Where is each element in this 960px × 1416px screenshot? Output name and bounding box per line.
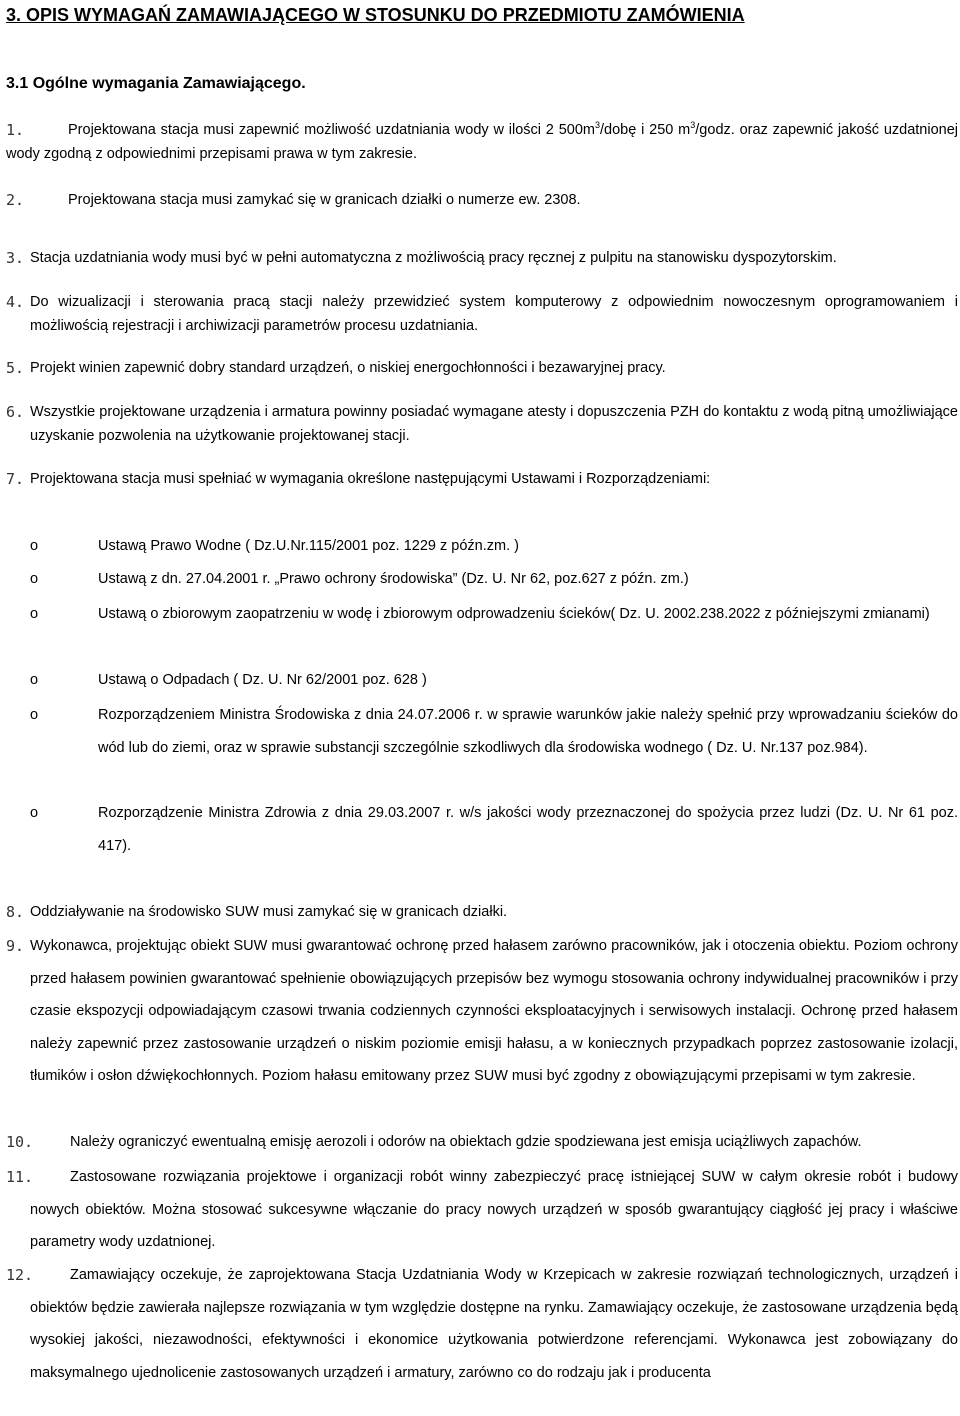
item-text: Projektowana stacja musi zamykać się w granicach działki o numerze ew. 2308. <box>68 192 581 208</box>
bullet-marker: o <box>30 707 39 723</box>
list-item <box>6 1161 958 1259</box>
item-text: Projektowana stacja musi zapewnić możliwość uzdatniania wody w ilości 2 $500m^3$/dobę i 250 $m^3$/godz. oraz zapewnić jakość uzdatnionej wody zgodną z odpowiednimi przepisami prawa w tym zakresie. <box>6 120 959 162</box>
bullet-marker: o <box>30 538 39 554</box>
item-number: 9. <box>6 937 25 955</box>
item-number: 2. <box>6 191 25 209</box>
list-item <box>6 930 958 1093</box>
list-item <box>6 900 958 924</box>
section-subtitle: 3.1 Ogólne wymagania Zamawiającego. <box>6 75 306 92</box>
item-number: 4. <box>6 293 25 311</box>
bullet-marker: o <box>30 805 39 821</box>
item-number: 6. <box>6 403 25 421</box>
legal-act-text: Ustawą o zbiorowym zaopatrzeniu w wodę i zbiorowym odprowadzeniu ścieków( Dz. U. 2002.238.2022 z późniejszymi zmianami) <box>98 606 930 622</box>
item-text: Zastosowane rozwiązania projektowe i organizacji robót winny zabezpieczyć pracę istniejącej SUW w całym okresie robót i budowy nowych obiektów. Można stosować sukcesywne włączanie do pracy nowych urządzeń w sposób gwarantujący ciągłość jej pracy i właściwe parametry wody uzdatnionej. <box>30 1169 958 1250</box>
bullet-marker: o <box>30 571 39 587</box>
document-title: 3. OPIS WYMAGAŃ ZAMAWIAJĄCEGO W STOSUNKU DO PRZEDMIOTU ZAMÓWIENIA <box>6 5 745 25</box>
item-text: Należy ograniczyć ewentualną emisję aerozoli i odorów na obiektach gdzie spodziewana jest emisja uciążliwych zapachów. <box>70 1134 862 1150</box>
item-number: 3. <box>6 249 25 267</box>
list-item <box>6 118 958 166</box>
item-text: Oddziaływanie na środowisko SUW musi zamykać się w granicach działki. <box>30 904 508 920</box>
legal-act-text: Ustawą o Odpadach ( Dz. U. Nr 62/2001 poz. 628 ) <box>98 672 427 688</box>
list-item <box>6 246 958 270</box>
item-number: 5. <box>6 359 25 377</box>
legal-act-text: Ustawą Prawo Wodne ( Dz.U.Nr.115/2001 poz. 1229 z późn.zm. ) <box>98 538 519 554</box>
item-text: Zamawiający oczekuje, że zaprojektowana Stacja Uzdatniania Wody w Krzepicach w zakresie rozwiązań technologicznych, urządzeń i obiektów będzie zawierała najlepsze rozwiązania w tym względzie dostępne na rynku. Zamawiający oczekuje, że zastosowane urządzenia będą wysokiej jakości, niezawodności, efektywności i ekonomice użytkowania potwierdzone referencjami. Wykonawca jest zobowiązany do maksymalnego ujednolicenie zastosowanych urządzeń i armatury, zarówno co do rodzaju jak i producenta <box>30 1267 958 1381</box>
item-number: 12. <box>6 1266 34 1284</box>
list-item <box>6 188 958 212</box>
item-text: Do wizualizacji i sterowania pracą stacji należy przewidzieć system komputerowy z odpowiednim nowoczesnym oprogramowaniem i możliwością rejestracji i archiwizacji parametrów procesu uzdatniania. <box>30 294 958 334</box>
list-item <box>6 290 958 338</box>
list-item <box>6 356 958 380</box>
item-number: 8. <box>6 903 25 921</box>
legal-act-text: Rozporządzeniem Ministra Środowiska z dnia 24.07.2006 r. w sprawie warunków jakie należy spełnić przy wprowadzaniu ścieków do wód lub do ziemi, oraz w sprawie substancji szczególnie szkodliwych dla środowiska wodnego ( Dz. U. Nr.137 poz.984). <box>98 707 958 756</box>
legal-act-text: Ustawą z dn. 27.04.2001 r. „Prawo ochrony środowiska” (Dz. U. Nr 62, poz.627 z późn. zm.) <box>98 571 689 587</box>
item-text: Projekt winien zapewnić dobry standard urządzeń, o niskiej energochłonności i bezawaryjnej pracy. <box>30 360 666 376</box>
list-item <box>6 467 958 491</box>
item-text: Wszystkie projektowane urządzenia i armatura powinny posiadać wymagane atesty i dopuszczenia PZH do kontaktu z wodą pitną umożliwiające uzyskanie pozwolenia na użytkowanie projektowanej stacji. <box>30 404 958 444</box>
item-number: 11. <box>6 1168 34 1186</box>
list-item <box>6 400 958 448</box>
list-item <box>6 1126 958 1159</box>
list-item <box>6 1259 958 1389</box>
bullet-marker: o <box>30 672 39 688</box>
item-text: Wykonawca, projektując obiekt SUW musi gwarantować ochronę przed hałasem zarówno pracowników, jak i otoczenia obiektu. Poziom ochrony przed hałasem powinien gwarantować spełnienie obowiązujących przepisów bez wymogu stosowania ochrony indywidualnej pracowników i przy czasie ekspozycji odpowiadającym czasowi trwania codziennych czynności eksploatacyjnych i serwisowych instalacji. Ochronę przed hałasem należy zapewnić przez zastosowanie urządzeń o niskim poziomie emisji hałasu, a w koniecznych przypadkach poprzez zastosowanie izolacji, tłumików i osłon dźwiękochłonnych. Poziom hałasu emitowany przez SUW musi być zgodny z obowiązującymi przepisami w tym zakresie. <box>30 938 958 1084</box>
item-text: Stacja uzdatniania wody musi być w pełni automatyczna z możliwością pracy ręcznej z pulpitu na stanowisku dyspozytorskim. <box>30 250 837 266</box>
item-text: Projektowana stacja musi spełniać w wymagania określone następującymi Ustawami i Rozporządzeniami: <box>30 471 711 487</box>
item-number: 7. <box>6 470 25 488</box>
item-number: 1. <box>6 121 25 139</box>
item-number: 10. <box>6 1133 34 1151</box>
bullet-marker: o <box>30 606 39 622</box>
legal-act-text: Rozporządzenie Ministra Zdrowia z dnia 29.03.2007 r. w/s jakości wody przeznaczonej do spożycia przez ludzi (Dz. U. Nr 61 poz. 417). <box>98 805 958 854</box>
